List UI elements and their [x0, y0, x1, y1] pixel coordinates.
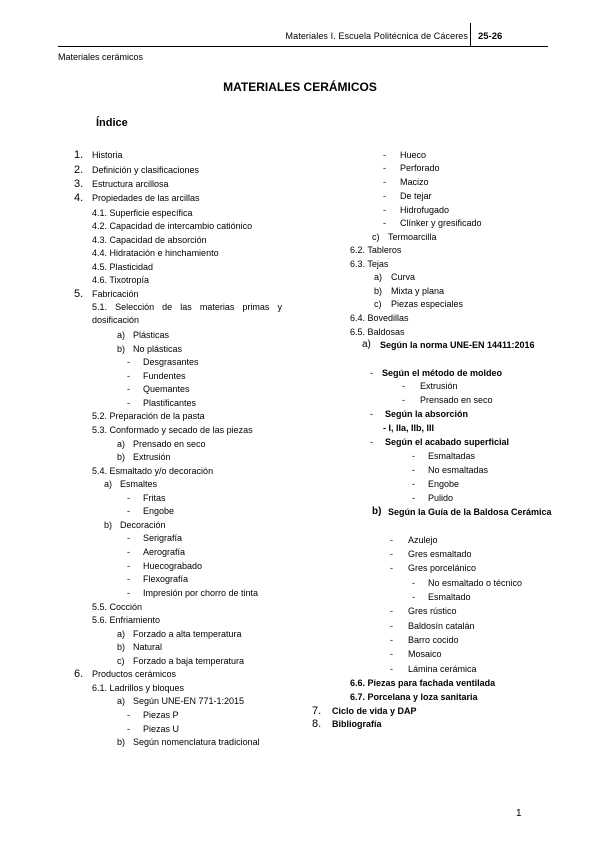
toc-entry-text: 5.2. Preparación de la pasta: [92, 411, 205, 421]
toc-entry-marker: b): [117, 452, 126, 462]
toc-entry-text: Según la norma UNE-EN 14411:2016: [380, 340, 535, 350]
toc-entry-text: Fabricación: [92, 289, 139, 299]
toc-entry-text: Hidrofugado: [400, 205, 450, 215]
index-heading: Índice: [96, 117, 128, 129]
toc-entry-text: Lámina cerámica: [408, 664, 477, 674]
toc-entry-marker: -: [383, 205, 386, 215]
toc-entry-marker: a): [104, 479, 113, 489]
toc-entry-text: De tejar: [400, 191, 432, 201]
toc-entry-text: No plásticas: [133, 344, 183, 354]
toc-entry-marker: 6.: [74, 668, 84, 680]
toc-entry-marker: a): [362, 339, 371, 350]
toc-entry-marker: -: [383, 191, 386, 201]
toc-entry-marker: -: [383, 150, 386, 160]
toc-entry-marker: -: [127, 561, 130, 571]
toc-entry-text: Barro cocido: [408, 635, 459, 645]
toc-entry-text: Según la Guía de la Baldosa Cerámica: [388, 507, 552, 517]
toc-entry-text: 6.5. Baldosas: [350, 327, 405, 337]
toc-entry-text: Engobe: [428, 479, 460, 489]
toc-entry-text: Prensado en seco: [133, 439, 206, 449]
toc-entry-text: Bibliografía: [332, 719, 382, 729]
toc-entry-text: Curva: [391, 272, 416, 282]
toc-entry-marker: -: [390, 621, 393, 631]
toc-entry-text: 6.4. Bovedillas: [350, 313, 409, 323]
header-separator: [470, 23, 471, 47]
toc-entry-text: 6.2. Tableros: [350, 245, 402, 255]
toc-entry-marker: -: [127, 357, 130, 367]
toc-entry-marker: -: [390, 606, 393, 616]
toc-entry-text: Perforado: [400, 163, 440, 173]
toc-entry-marker: -: [127, 398, 130, 408]
toc-entry-text: Mosaico: [408, 649, 442, 659]
toc-entry-marker: a): [117, 629, 126, 639]
toc-entry-text: Natural: [133, 642, 163, 652]
toc-entry-text: 6.6. Piezas para fachada ventilada: [350, 678, 496, 688]
toc-entry-text: Piezas P: [143, 710, 179, 720]
toc-entry-marker: b): [117, 642, 126, 652]
toc-entry-marker: -: [412, 592, 415, 602]
toc-entry-marker: a): [117, 696, 126, 706]
toc-entry-marker: -: [127, 574, 130, 584]
toc-entry-text: Gres rústico: [408, 606, 457, 616]
toc-entry-marker: 4.: [74, 192, 84, 204]
toc-entry-marker: 1.: [74, 149, 84, 161]
toc-entry-text: Hueco: [400, 150, 427, 160]
header-title: Materiales I. Escuela Politécnica de Cáceres: [285, 31, 468, 41]
toc-entry-text: Macizo: [400, 177, 429, 187]
toc-entry-text: Pulido: [428, 493, 454, 503]
toc-entry-marker: -: [412, 451, 415, 461]
toc-entry-marker: -: [412, 465, 415, 475]
header-year: 25-26: [478, 31, 503, 42]
toc-entry-marker: a): [117, 439, 126, 449]
toc-entry-text: Propiedades de las arcillas: [92, 193, 200, 203]
toc-entry-marker: -: [390, 649, 393, 659]
toc-entry-text: Quemantes: [143, 384, 190, 394]
toc-entry-marker: b): [374, 286, 383, 296]
toc-entry-marker: -: [127, 384, 130, 394]
toc-entry-text: 4.4. Hidratación e hinchamiento: [92, 248, 219, 258]
page-title: MATERIALES CERÁMICOS: [223, 80, 377, 94]
toc-entry-marker: -: [383, 163, 386, 173]
toc-entry-text: Serigrafía: [143, 533, 183, 543]
toc-entry-text: Según UNE-EN 771-1:2015: [133, 696, 245, 706]
toc-entry-text: Fritas: [143, 493, 166, 503]
toc-entry-marker: -: [370, 368, 373, 378]
toc-entry-text: Piezas especiales: [391, 299, 464, 309]
toc-entry-marker: -: [390, 664, 393, 674]
toc-entry-marker: -: [383, 177, 386, 187]
toc-entry-text: 4.2. Capacidad de intercambio catiónico: [92, 221, 253, 231]
toc-entry-text: Desgrasantes: [143, 357, 199, 367]
toc-entry-text: 5.1. Selección de las materias primas y dosificación: [92, 302, 282, 325]
toc-entry-text: Aerografía: [143, 547, 186, 557]
toc-entry-marker: c): [372, 232, 380, 242]
toc-entry-text: Termoarcilla: [388, 232, 437, 242]
toc-entry-marker: -: [412, 479, 415, 489]
toc-entry-text: Extrusión: [420, 381, 458, 391]
toc-entry-marker: -: [412, 578, 415, 588]
toc-entry-marker: -: [127, 371, 130, 381]
toc-entry-marker: a): [374, 272, 383, 282]
toc-entry-marker: -: [402, 381, 405, 391]
toc-entry-marker: -: [383, 218, 386, 228]
toc-entry-text: Fundentes: [143, 371, 186, 381]
toc-entry-text: Según el método de moldeo: [382, 368, 503, 378]
toc-entry-text: Esmaltes: [120, 479, 158, 489]
toc-entry-text: 4.1. Superficie específica: [92, 208, 193, 218]
toc-entry-text: Plásticas: [133, 330, 170, 340]
toc-entry-marker: -: [370, 409, 373, 419]
toc-entry-text: Ciclo de vida y DAP: [332, 706, 417, 716]
toc-entry-marker: b): [104, 520, 113, 530]
toc-entry-text: Impresión por chorro de tinta: [143, 588, 259, 598]
toc-entry-text: Forzado a alta temperatura: [133, 629, 242, 639]
toc-entry-text: Azulejo: [408, 535, 438, 545]
toc-entry-text: Estructura arcillosa: [92, 179, 169, 189]
toc-entry-marker: -: [127, 547, 130, 557]
toc-entry-text: Flexografía: [143, 574, 189, 584]
toc-entry-text: Productos cerámicos: [92, 669, 177, 679]
toc-entry-text: Esmaltado: [428, 592, 471, 602]
toc-entry-marker: -: [390, 635, 393, 645]
toc-entry-text: 6.1. Ladrillos y bloques: [92, 683, 185, 693]
toc-entry-text: Decoración: [120, 520, 166, 530]
toc-entry-text: Forzado a baja temperatura: [133, 656, 245, 666]
toc-entry-text: Definición y clasificaciones: [92, 165, 200, 175]
toc-entry-text: Clínker y gresificado: [400, 218, 482, 228]
toc-entry-text: No esmaltado o técnico: [428, 578, 523, 588]
toc-entry-text: 5.6. Enfriamiento: [92, 615, 161, 625]
toc-entry-text: 5.5. Cocción: [92, 602, 143, 612]
toc-entry-marker: -: [127, 588, 130, 598]
toc-entry-marker: 3.: [74, 178, 84, 190]
toc-entry-text: 5.4. Esmaltado y/o decoración: [92, 466, 214, 476]
toc-entry-text: Mixta y plana: [391, 286, 445, 296]
toc-entry-text: Gres porcelánico: [408, 563, 477, 573]
toc-entry-marker: b): [117, 737, 126, 747]
toc-entry-marker: b): [372, 506, 382, 517]
toc-entry-marker: -: [127, 506, 130, 516]
toc-entry-text: 6.3. Tejas: [350, 259, 389, 269]
page-number: 1: [516, 808, 522, 819]
toc-entry-text: Baldosín catalán: [408, 621, 475, 631]
toc-entry-marker: 8.: [312, 718, 322, 730]
toc-entry-marker: -: [402, 395, 405, 405]
toc-entry-text: No esmaltadas: [428, 465, 489, 475]
toc-entry-text: 6.7. Porcelana y loza sanitaria: [350, 692, 478, 702]
toc-entry-text: Plastificantes: [143, 398, 197, 408]
toc-entry-text: Historia: [92, 150, 123, 160]
toc-entry-marker: -: [127, 710, 130, 720]
toc-entry-text: Según el acabado superficial: [385, 437, 510, 447]
toc-entry-text: Esmaltadas: [428, 451, 476, 461]
toc-entry-text: 5.3. Conformado y secado de las piezas: [92, 425, 253, 435]
toc-entry-marker: -: [370, 437, 373, 447]
toc-entry-marker: c): [374, 299, 382, 309]
toc-entry-marker: -: [127, 533, 130, 543]
toc-entry-text: Piezas U: [143, 724, 180, 734]
toc-entry-text: Gres esmaltado: [408, 549, 472, 559]
toc-entry-marker: -: [390, 563, 393, 573]
toc-entry-marker: a): [117, 330, 126, 340]
toc-entry-marker: -: [412, 493, 415, 503]
toc-entry-text: 4.6. Tixotropía: [92, 275, 150, 285]
toc-entry-text: Engobe: [143, 506, 175, 516]
toc-entry-marker: -: [127, 493, 130, 503]
toc-entry-text: 4.5. Plasticidad: [92, 262, 154, 272]
header-subtitle: Materiales cerámicos: [58, 52, 144, 62]
toc-entry-text: 4.3. Capacidad de absorción: [92, 235, 207, 245]
toc-entry-marker: c): [117, 656, 125, 666]
toc-entry-text: - I, IIa, IIb, III: [383, 423, 435, 433]
toc-entry-text: Huecograbado: [143, 561, 203, 571]
toc-entry-marker: -: [390, 535, 393, 545]
header-rule: [58, 46, 548, 47]
toc-entry-text: Según la absorción: [385, 409, 469, 419]
toc-entry-marker: 7.: [312, 705, 322, 717]
toc-entry-marker: b): [117, 344, 126, 354]
toc-entry-text: Extrusión: [133, 452, 171, 462]
toc-entry-text: Prensado en seco: [420, 395, 493, 405]
toc-entry-marker: -: [127, 724, 130, 734]
toc-entry-text: Según nomenclatura tradicional: [133, 737, 260, 747]
toc-entry-marker: 5.: [74, 288, 84, 300]
toc-entry-marker: -: [390, 549, 393, 559]
toc-entry-marker: 2.: [74, 164, 84, 176]
